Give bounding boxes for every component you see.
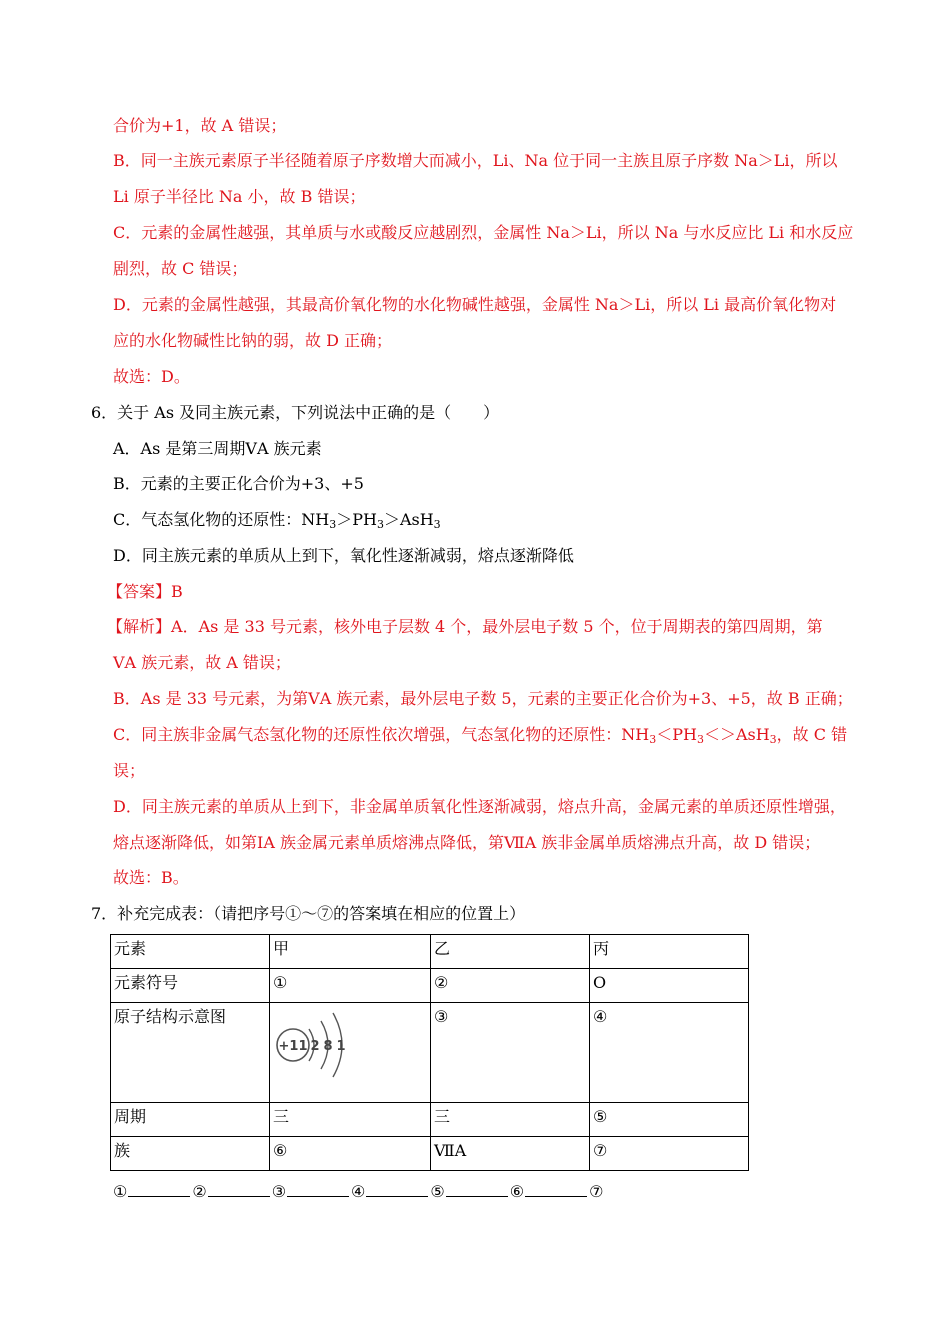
formula-sub: 3: [433, 518, 441, 531]
table-cell: ①: [270, 969, 431, 1003]
element-table: [110, 934, 749, 1171]
table-row: [111, 935, 749, 969]
q6-explanation-3: B．As 是 33 号元素，为第ⅤA 族元素，最外层电子数 5，元素的主要正化合价为+3、+5，故 B 正确；: [113, 689, 853, 708]
answer-blanks: [113, 1180, 603, 1203]
formula-ash3: ＞AsH: [383, 510, 434, 529]
table-cell: 三: [431, 1103, 590, 1137]
table-row: [111, 1103, 749, 1137]
q6-option-c: [113, 509, 441, 531]
table-cell: ②: [431, 969, 590, 1003]
q6-explanation-5: 误；: [113, 761, 146, 780]
q6-answer: 【答案】B: [107, 582, 183, 601]
table-cell: ⑤: [590, 1103, 749, 1137]
table-cell: 甲: [270, 935, 431, 969]
explanation-text: ＜＞AsH: [703, 725, 770, 744]
table-cell-diagram: [270, 1003, 431, 1103]
prev-solution-line-3: Li 原子半径比 Na 小，故 B 错误；: [113, 187, 366, 206]
nucleus-charge: +11: [278, 1039, 308, 1054]
table-cell: ⅦA: [431, 1137, 590, 1171]
q6-explanation-1: [107, 616, 823, 638]
q6-option-d: D．同主族元素的单质从上到下，氧化性逐渐减弱，熔点逐渐降低: [113, 546, 574, 565]
blank-label: ②: [192, 1182, 207, 1201]
q6-option-b: B．元素的主要正化合价为+3、+5: [113, 474, 364, 493]
q6-option-c-prefix: C．气态氢化物的还原性：: [113, 510, 302, 529]
table-cell: ④: [590, 1003, 749, 1103]
answer-blank[interactable]: [366, 1180, 428, 1197]
q6-explanation-8: 故选：B。: [113, 868, 189, 887]
blank-label: ④: [351, 1182, 366, 1201]
blank-label: ③: [271, 1182, 287, 1201]
table-cell: ⑦: [590, 1137, 749, 1171]
explanation-text: A．As 是 33 号元素，核外电子层数 4 个，最外层电子数 5 个，位于周期表的第四周期，第: [171, 617, 823, 636]
formula-sub: 3: [376, 518, 384, 531]
explanation-head: 【解析】: [107, 617, 172, 636]
table-cell: 元素符号: [111, 969, 270, 1003]
answer-blank[interactable]: [287, 1180, 349, 1197]
prev-solution-line-8: 故选：D。: [113, 367, 190, 386]
table-row: [111, 969, 749, 1003]
table-row: [111, 1003, 749, 1103]
formula-ph3: ＞PH: [336, 510, 377, 529]
formula-sub: 3: [329, 518, 337, 531]
prev-solution-line-4: C．元素的金属性越强，其单质与水或酸反应越剧烈，金属性 Na＞Li，所以 Na 与水反应比 Li 和水反应: [113, 223, 854, 242]
q6-stem: 6．关于 As 及同主族元素，下列说法中正确的是（ ）: [91, 403, 500, 422]
q6-option-a: A．As 是第三周期ⅤA 族元素: [113, 439, 322, 458]
table-cell: 丙: [590, 935, 749, 969]
q6-explanation-4: [113, 724, 847, 746]
table-cell: ⑥: [270, 1137, 431, 1171]
table-cell: ③: [431, 1003, 590, 1103]
q6-explanation-6: D．同主族元素的单质从上到下，非金属单质氧化性逐渐减弱，熔点升高，金属元素的单质还原性增强，: [113, 797, 846, 816]
prev-solution-line-2: B．同一主族元素原子半径随着原子序数增大而减小，Li、Na 位于同一主族且原子序数 Na＞Li，所以: [113, 151, 838, 170]
formula-sub: 3: [696, 733, 704, 746]
q6-explanation-2: ⅤA 族元素，故 A 错误；: [113, 653, 291, 672]
formula-sub: 3: [769, 733, 777, 746]
prev-solution-line-6: D．元素的金属性越强，其最高价氧化物的水化物碱性越强，金属性 Na＞Li，所以 Li 最高价氧化物对: [113, 295, 837, 314]
answer-blank[interactable]: [446, 1180, 508, 1197]
explanation-text: C．同主族非金属气态氢化物的还原性依次增强，气态氢化物的还原性：NH: [113, 725, 650, 744]
table-cell: 元素: [111, 935, 270, 969]
atom-structure-diagram: [273, 1007, 353, 1083]
answer-blank[interactable]: [128, 1180, 190, 1197]
table-cell: 乙: [431, 935, 590, 969]
table-cell: O: [590, 969, 749, 1003]
formula-nh3: NH: [301, 510, 330, 529]
shell-electron-count: 2: [310, 1039, 320, 1054]
table-cell: 三: [270, 1103, 431, 1137]
prev-solution-line-7: 应的水化物碱性比钠的弱，故 D 正确；: [113, 331, 393, 350]
blank-label: ⑦: [589, 1182, 604, 1201]
explanation-text: ，故 C 错: [776, 725, 848, 744]
table-row: [111, 1137, 749, 1171]
explanation-text: ＜PH: [656, 725, 697, 744]
table-cell: 周期: [111, 1103, 270, 1137]
table-cell: 原子结构示意图: [111, 1003, 270, 1103]
blank-label: ⑤: [430, 1182, 445, 1201]
table-cell: 族: [111, 1137, 270, 1171]
prev-solution-line-5: 剧烈，故 C 错误；: [113, 259, 248, 278]
shell-electron-count: 8: [323, 1039, 333, 1054]
prev-solution-line-1: 合价为+1，故 A 错误；: [113, 116, 287, 135]
q7-stem: 7．补充完成表：（请把序号①～⑦的答案填在相应的位置上）: [91, 904, 526, 923]
formula-sub: 3: [649, 733, 657, 746]
blank-label: ⑥: [509, 1182, 525, 1201]
shell-electron-count: 1: [336, 1039, 346, 1054]
blank-label: ①: [113, 1182, 128, 1201]
answer-blank[interactable]: [525, 1180, 587, 1197]
answer-blank[interactable]: [208, 1180, 270, 1197]
q6-explanation-7: 熔点逐渐降低，如第ⅠA 族金属元素单质熔沸点降低，第ⅦA 族非金属单质熔沸点升高，故 D 错误；: [113, 833, 821, 852]
